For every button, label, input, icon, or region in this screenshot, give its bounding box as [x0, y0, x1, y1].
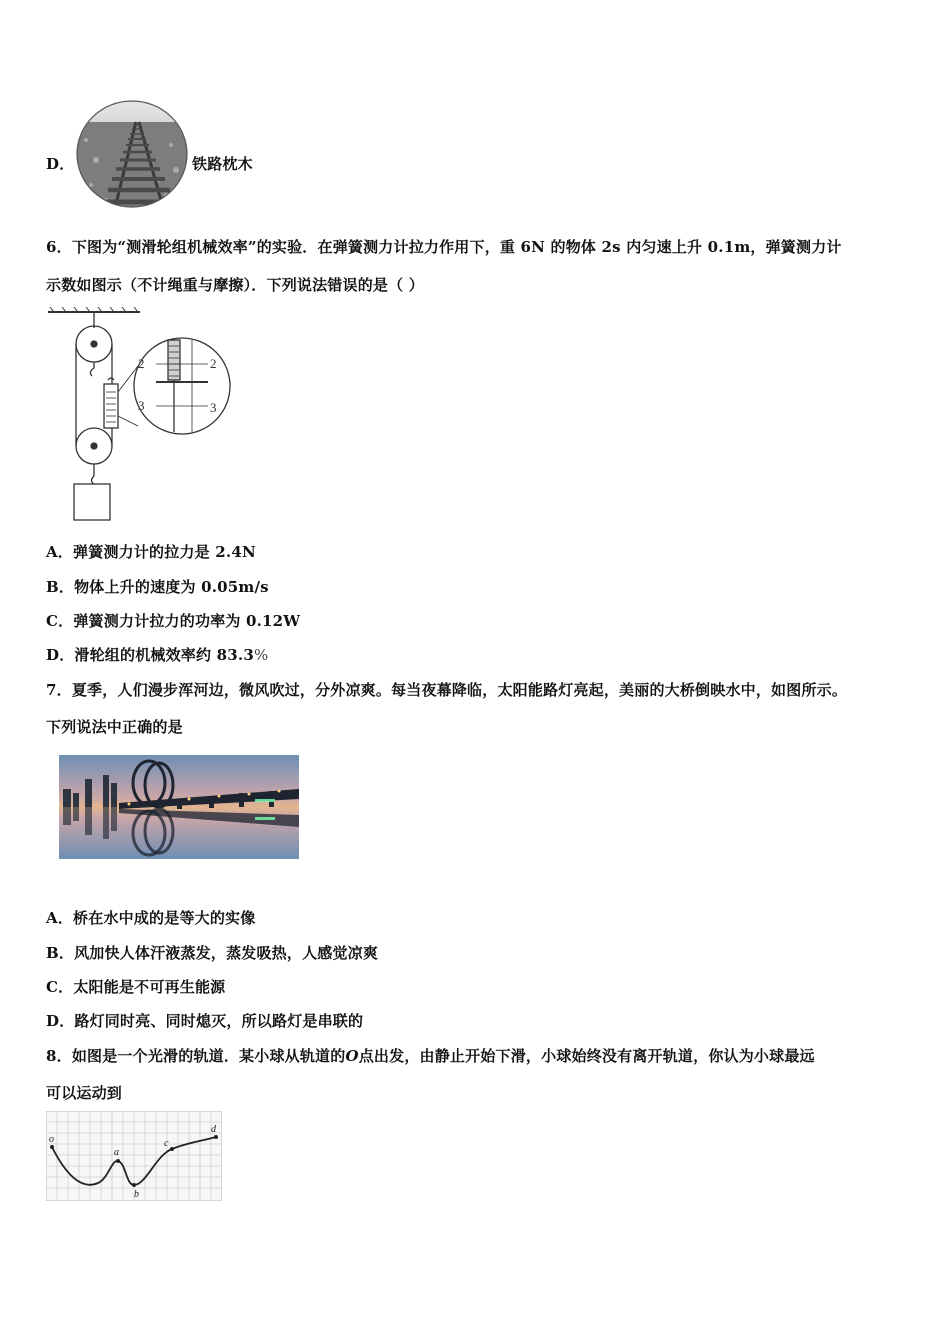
scale-label-2-left: 2: [138, 356, 145, 371]
track-grid-diagram: [46, 1111, 222, 1201]
point-b-marker: [132, 1183, 136, 1187]
label-o: o: [49, 1134, 54, 1145]
q8-stem-line1: [46, 1045, 815, 1066]
q6-option-d-text: D．滑轮组的机械效率约 83.3: [46, 646, 254, 664]
label-c: c: [164, 1138, 169, 1149]
q6-option-c: C．弹簧测力计拉力的功率为 0.12W: [46, 612, 301, 630]
scale-label-3-right: 3: [210, 400, 217, 415]
q6-option-b: B．物体上升的速度为 0.05m/s: [46, 578, 269, 596]
magnified-scale-view: [134, 338, 230, 434]
q6-stem-line2: 示数如图示（不计绳重与摩擦）．下列说法错误的是（ ）: [46, 276, 424, 294]
q8-point-o: O: [345, 1047, 359, 1065]
q8-stem-part1: 8．如图是一个光滑的轨道．某小球从轨道的: [46, 1047, 346, 1065]
point-a-marker: [116, 1159, 120, 1163]
railway-sleepers-photo: [76, 100, 188, 208]
point-d-marker: [214, 1135, 218, 1139]
q5-option-d-letter: D．: [46, 155, 75, 173]
weight-block: [74, 484, 110, 520]
q5-option-d-text: 铁路枕木: [192, 155, 253, 173]
q7-stem-line1: 7．夏季，人们漫步浑河边，微风吹过，分外凉爽。每当夜幕降临，太阳能路灯亮起，美丽的大桥倒映水中，如图所示。: [46, 681, 848, 699]
q6-option-d: [46, 644, 268, 665]
spring-scale: [104, 384, 118, 428]
scale-label-3-left: 3: [138, 398, 145, 413]
q8-stem-part2: 点出发，由静止开始下滑，小球始终没有离开轨道，你认为小球最远: [358, 1047, 815, 1065]
label-d: d: [211, 1124, 216, 1135]
q7-option-a: A．桥在水中成的是等大的实像: [46, 909, 256, 927]
q7-option-d: D．路灯同时亮、同时熄灭，所以路灯是串联的: [46, 1012, 364, 1030]
q7-option-b: B．风加快人体汗液蒸发，蒸发吸热，人感觉凉爽: [46, 944, 379, 962]
q6-option-d-percent: %: [253, 646, 269, 664]
q6-option-a: A．弹簧测力计的拉力是 2.4N: [46, 543, 256, 561]
label-b: b: [134, 1189, 139, 1200]
point-o-marker: [50, 1145, 54, 1149]
pulley-system-diagram: [44, 306, 238, 524]
q7-option-c: C．太阳能是不可再生能源: [46, 978, 226, 996]
q6-stem-line1: 6．下图为“测滑轮组机械效率”的实验．在弹簧测力计拉力作用下，重 6N 的物体 2s 内匀速上升 0.1m，弹簧测力计: [46, 238, 842, 256]
q8-stem-line2: 可以运动到: [46, 1084, 123, 1102]
label-a: a: [114, 1147, 119, 1158]
bridge-night-photo: [59, 755, 299, 859]
q7-stem-line2: 下列说法中正确的是: [46, 718, 183, 736]
scale-label-2-right: 2: [210, 356, 217, 371]
point-c-marker: [170, 1147, 174, 1151]
